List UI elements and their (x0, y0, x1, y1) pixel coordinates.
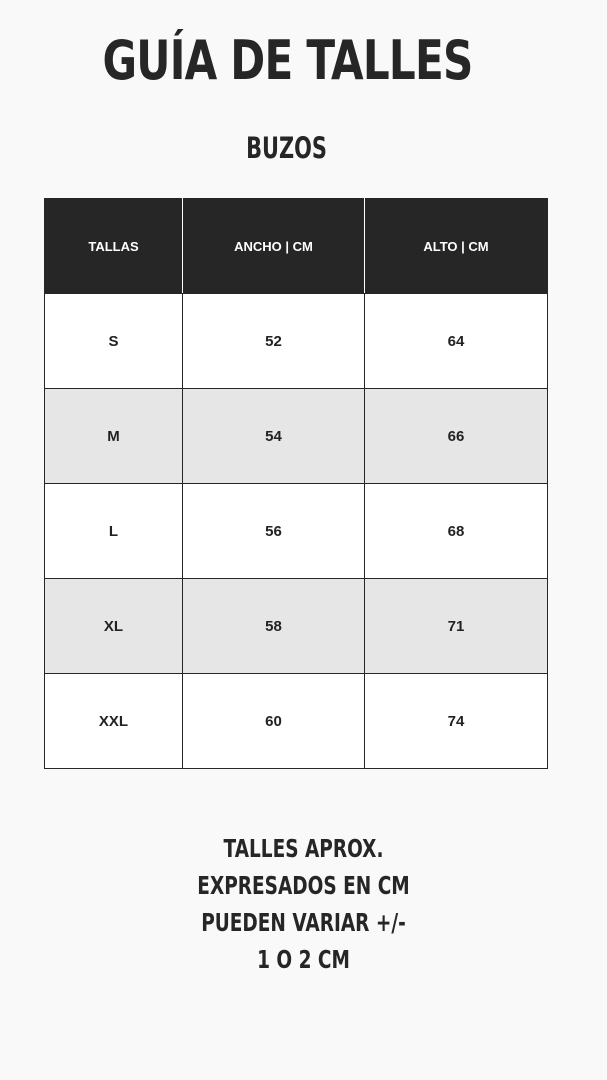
cell-ancho: 54 (183, 389, 365, 484)
table-header-row (45, 199, 548, 294)
cell-ancho: 60 (183, 674, 365, 769)
table-row (45, 674, 548, 769)
table-row (45, 389, 548, 484)
note-line: EXPRESADOS EN CM (197, 871, 410, 900)
cell-ancho: 58 (183, 579, 365, 674)
cell-size: XXL (45, 674, 183, 769)
cell-size: L (45, 484, 183, 579)
note-line: 1 O 2 CM (257, 945, 350, 974)
cell-size: S (45, 294, 183, 389)
cell-size: XL (45, 579, 183, 674)
cell-ancho: 52 (183, 294, 365, 389)
header-ancho: ANCHO | CM (183, 199, 365, 294)
size-notes (0, 830, 607, 978)
cell-size: M (45, 389, 183, 484)
cell-alto: 66 (365, 389, 548, 484)
note-line: PUEDEN VARIAR +/- (201, 908, 406, 937)
cell-alto: 68 (365, 484, 548, 579)
table-row (45, 484, 548, 579)
cell-alto: 64 (365, 294, 548, 389)
page-subtitle: BUZOS (246, 131, 327, 165)
table-row (45, 294, 548, 389)
note-line: TALLES APROX. (223, 834, 384, 863)
cell-ancho: 56 (183, 484, 365, 579)
header-alto: ALTO | CM (365, 199, 548, 294)
size-table (44, 198, 548, 769)
cell-alto: 71 (365, 579, 548, 674)
table-row (45, 579, 548, 674)
page-title: GUÍA DE TALLES (102, 29, 473, 92)
header-tallas: TALLAS (45, 199, 183, 294)
cell-alto: 74 (365, 674, 548, 769)
